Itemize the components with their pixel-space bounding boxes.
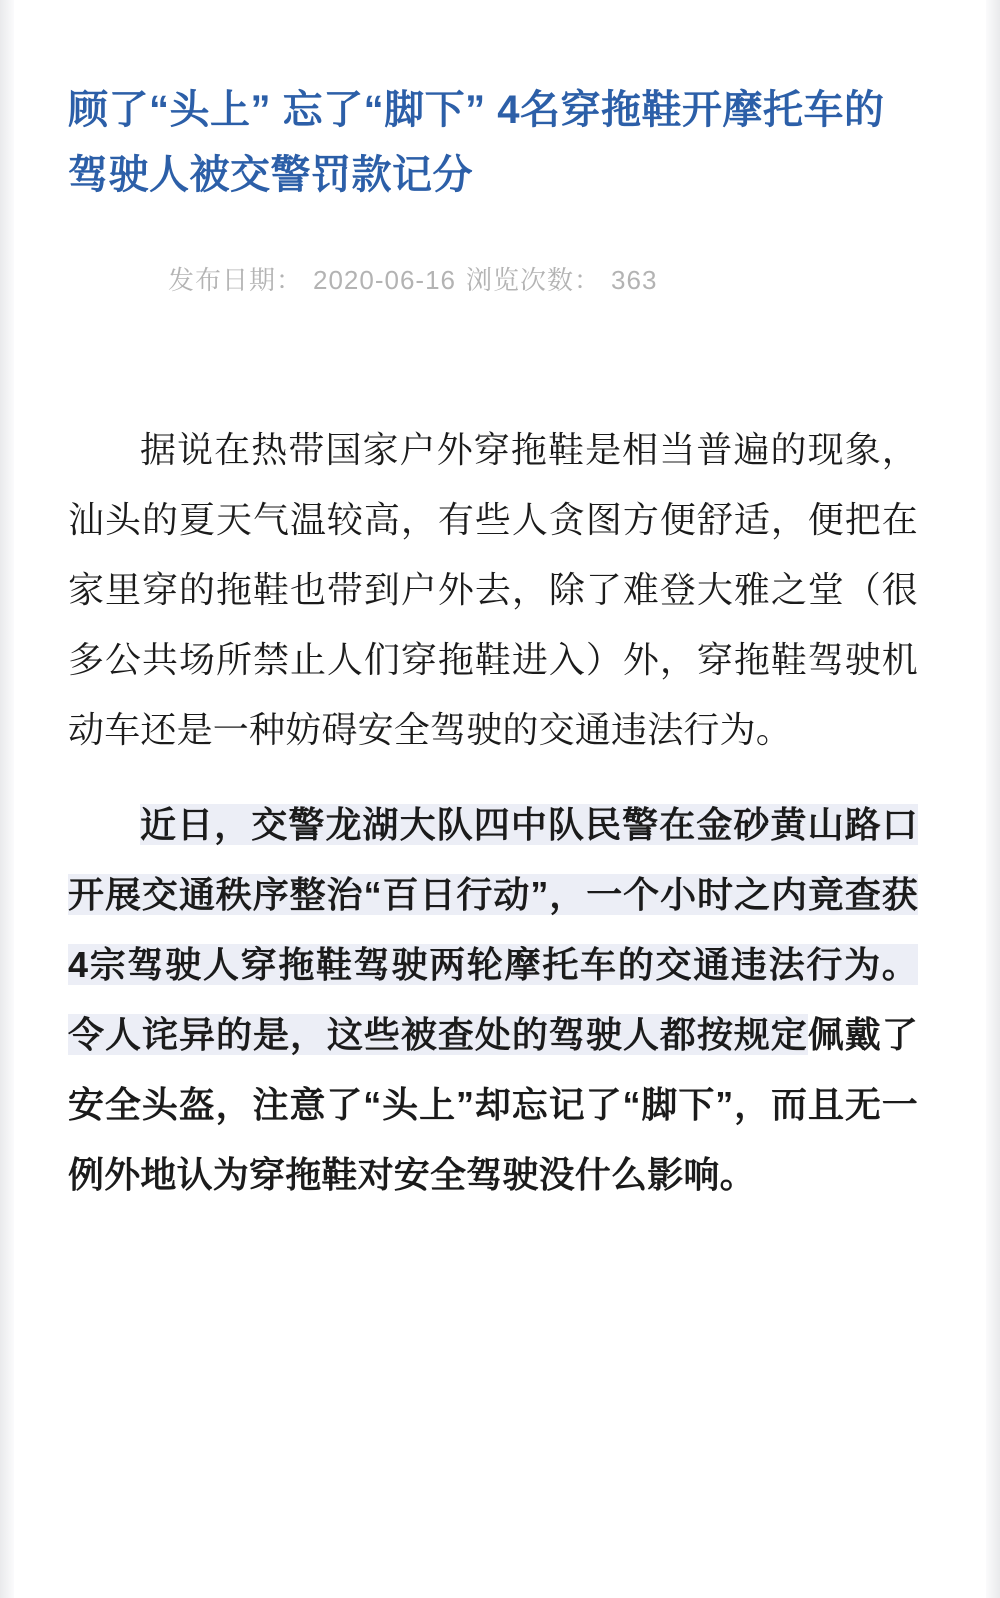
- highlighted-text: 近日，交警龙湖大队四中队民警在金砂黄山路口开展交通秩序整治“百日行动”，一个小时之内竟查获4宗驾驶人穿拖鞋驾驶两轮摩托车的交通违法行为。令人诧异的是，这些被查处的驾驶人都按规定: [68, 803, 918, 1056]
- view-count-label: 浏览次数：: [466, 264, 602, 295]
- paragraph-spacer: [68, 772, 918, 790]
- view-count-value: 363: [611, 264, 658, 295]
- page-title: 顾了“头上” 忘了“脚下” 4名穿拖鞋开摩托车的驾驶人被交警罚款记分: [68, 88, 885, 197]
- article-paragraph-highlighted: [68, 790, 918, 1211]
- publish-date-value: 2020-06-16: [313, 264, 457, 295]
- article-paragraph: 据说在热带国家户外穿拖鞋是相当普遍的现象，汕头的夏天气温较高，有些人贪图方便舒适，便把在家里穿的拖鞋也带到户外去，除了难登大雅之堂（很多公共场所禁止人们穿拖鞋进入）外，穿拖鞋驾驶机动车还是一种妨碍安全驾驶的交通违法行为。: [68, 428, 918, 751]
- publish-date-label: 发布日期：: [168, 264, 304, 295]
- article-meta: [68, 260, 932, 297]
- paragraph-remainder: 佩戴了安全头盔，注意了“头上”却忘记了“脚下”，而且无一例外地认为穿拖鞋对安全驾驶没什么影响。: [68, 1014, 918, 1196]
- article-body: [68, 415, 932, 1211]
